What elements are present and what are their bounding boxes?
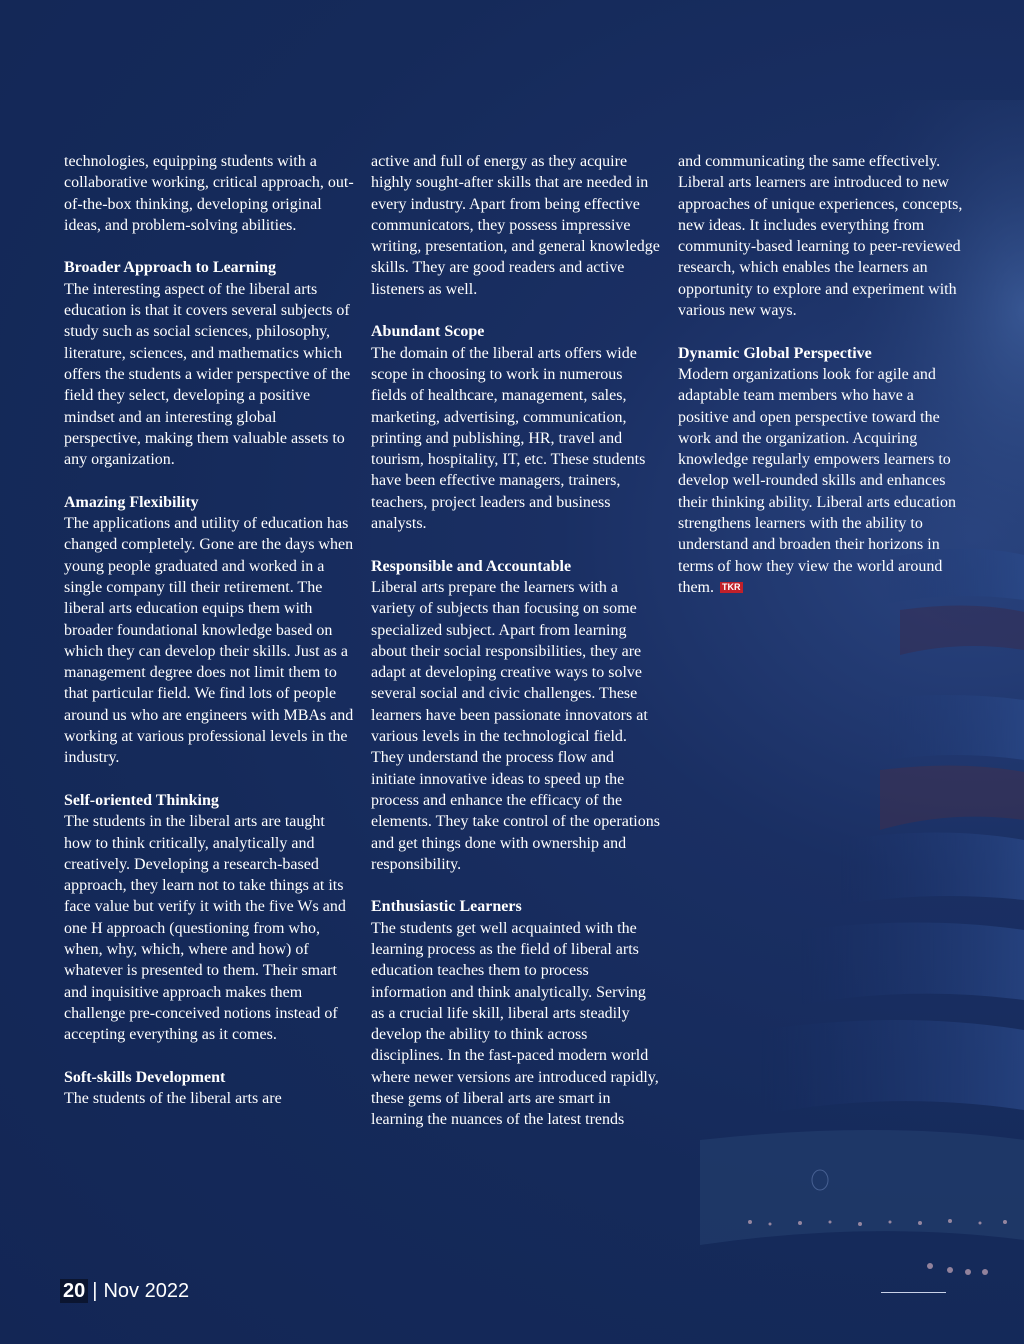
paragraph-text: Modern organizations look for agile and adaptable team members who have a positive and open perspective toward the work and the organization. Acquiring knowledge regularly empowers learners to develop well-rounded skills and enhances their thinking ability. Liberal arts education strengthens learners with the ability to understand and broaden their horizons in terms of how they view the world around them.	[678, 365, 956, 596]
section-heading: Amazing Flexibility	[64, 493, 199, 511]
paragraph: The students of the liberal arts are	[64, 1090, 282, 1108]
paragraph: Liberal arts prepare the learners with a variety of subjects than focusing on some specialized subject. Apart from learning about their social responsibilities, they are adapt at developing creative ways to solve several social and civic challenges. These learners have been passionate innovators at various levels in the technological field. They understand the process flow and initiate innovative ideas to speed up the process and enhance the efficacy of the elements. They take control of the operations and get things done with ownership and responsibility.	[371, 578, 660, 873]
page-footer	[60, 1278, 189, 1304]
section-heading: Enthusiastic Learners	[371, 898, 522, 916]
paragraph: The students in the liberal arts are taught how to think critically, analytically and creatively. Developing a research-based approach, they learn not to take things at its face value but verify it with the five Ws and one H approach (questioning from who, when, why, which, where and how) of whatever is presented to them. Their smart and inquisitive approach makes them challenge pre-conceived notions instead of accepting everything as it comes.	[64, 813, 346, 1044]
paragraph: The domain of the liberal arts offers wide scope in choosing to work in numerous fields of healthcare, management, sales, marketing, advertising, communication, printing and publishing, HR, travel and tourism, hospitality, IT, etc. These students have been effective managers, trainers, teachers, project leaders and business analysts.	[371, 344, 646, 533]
footer-divider	[881, 1292, 946, 1293]
text-column-3	[678, 151, 968, 598]
paragraph: technologies, equipping students with a collaborative working, critical approach, out-of-the-box thinking, developing original ideas, and problem-solving abilities.	[64, 153, 354, 234]
section-heading: Abundant Scope	[371, 323, 485, 341]
section-heading: Self-oriented Thinking	[64, 791, 219, 809]
text-column-2	[371, 151, 661, 1131]
footer-separator: |	[92, 1279, 98, 1302]
paragraph: The students get well acquainted with the learning process as the field of liberal arts education teaches them to process information and think analytically. Serving as a crucial life skill, liberal arts steadily develop the ability to think across disciplines. In the fast-paced modern world where newer versions are introduced rapidly, these gems of liberal arts are smart in learning the nuances of the latest trends	[371, 919, 659, 1129]
section-heading: Soft-skills Development	[64, 1068, 226, 1086]
paragraph: active and full of energy as they acquire highly sought-after skills that are needed in every industry. Apart from being effective communicators, they possess impressive writing, presentation, and general knowledge skills. They are good readers and active listeners as well.	[371, 153, 660, 298]
page-number: 20	[60, 1279, 88, 1303]
end-mark-logo: TKR	[722, 581, 741, 592]
issue-date: Nov 2022	[103, 1279, 190, 1302]
paragraph: The interesting aspect of the liberal arts education is that it covers several subjects of study such as social sciences, philosophy, literature, sciences, and mathematics which offers the students a wider perspective of the field they select, developing a positive mindset and an interesting global perspective, making them valuable assets to any organization.	[64, 280, 351, 469]
paragraph: The applications and utility of education has changed completely. Gone are the days when young people graduated and worked in a single company till their retirement. The liberal arts education equips them with broader foundational knowledge based on which they can develop their skills. Just as a management degree does not limit them to that particular field. We find lots of people around us who are engineers with MBAs and working at various professional levels in the industry.	[64, 515, 354, 767]
paragraph	[678, 364, 968, 598]
paragraph: and communicating the same effectively. Liberal arts learners are introduced to new approaches of unique experiences, concepts, new ideas. It includes everything from community-based learning to peer-reviewed research, which enables the learners an opportunity to explore and experiment with various new ways.	[678, 153, 963, 320]
section-heading: Dynamic Global Perspective	[678, 344, 872, 362]
text-column-1	[64, 151, 354, 1109]
section-heading: Broader Approach to Learning	[64, 259, 277, 277]
section-heading: Responsible and Accountable	[371, 557, 572, 575]
